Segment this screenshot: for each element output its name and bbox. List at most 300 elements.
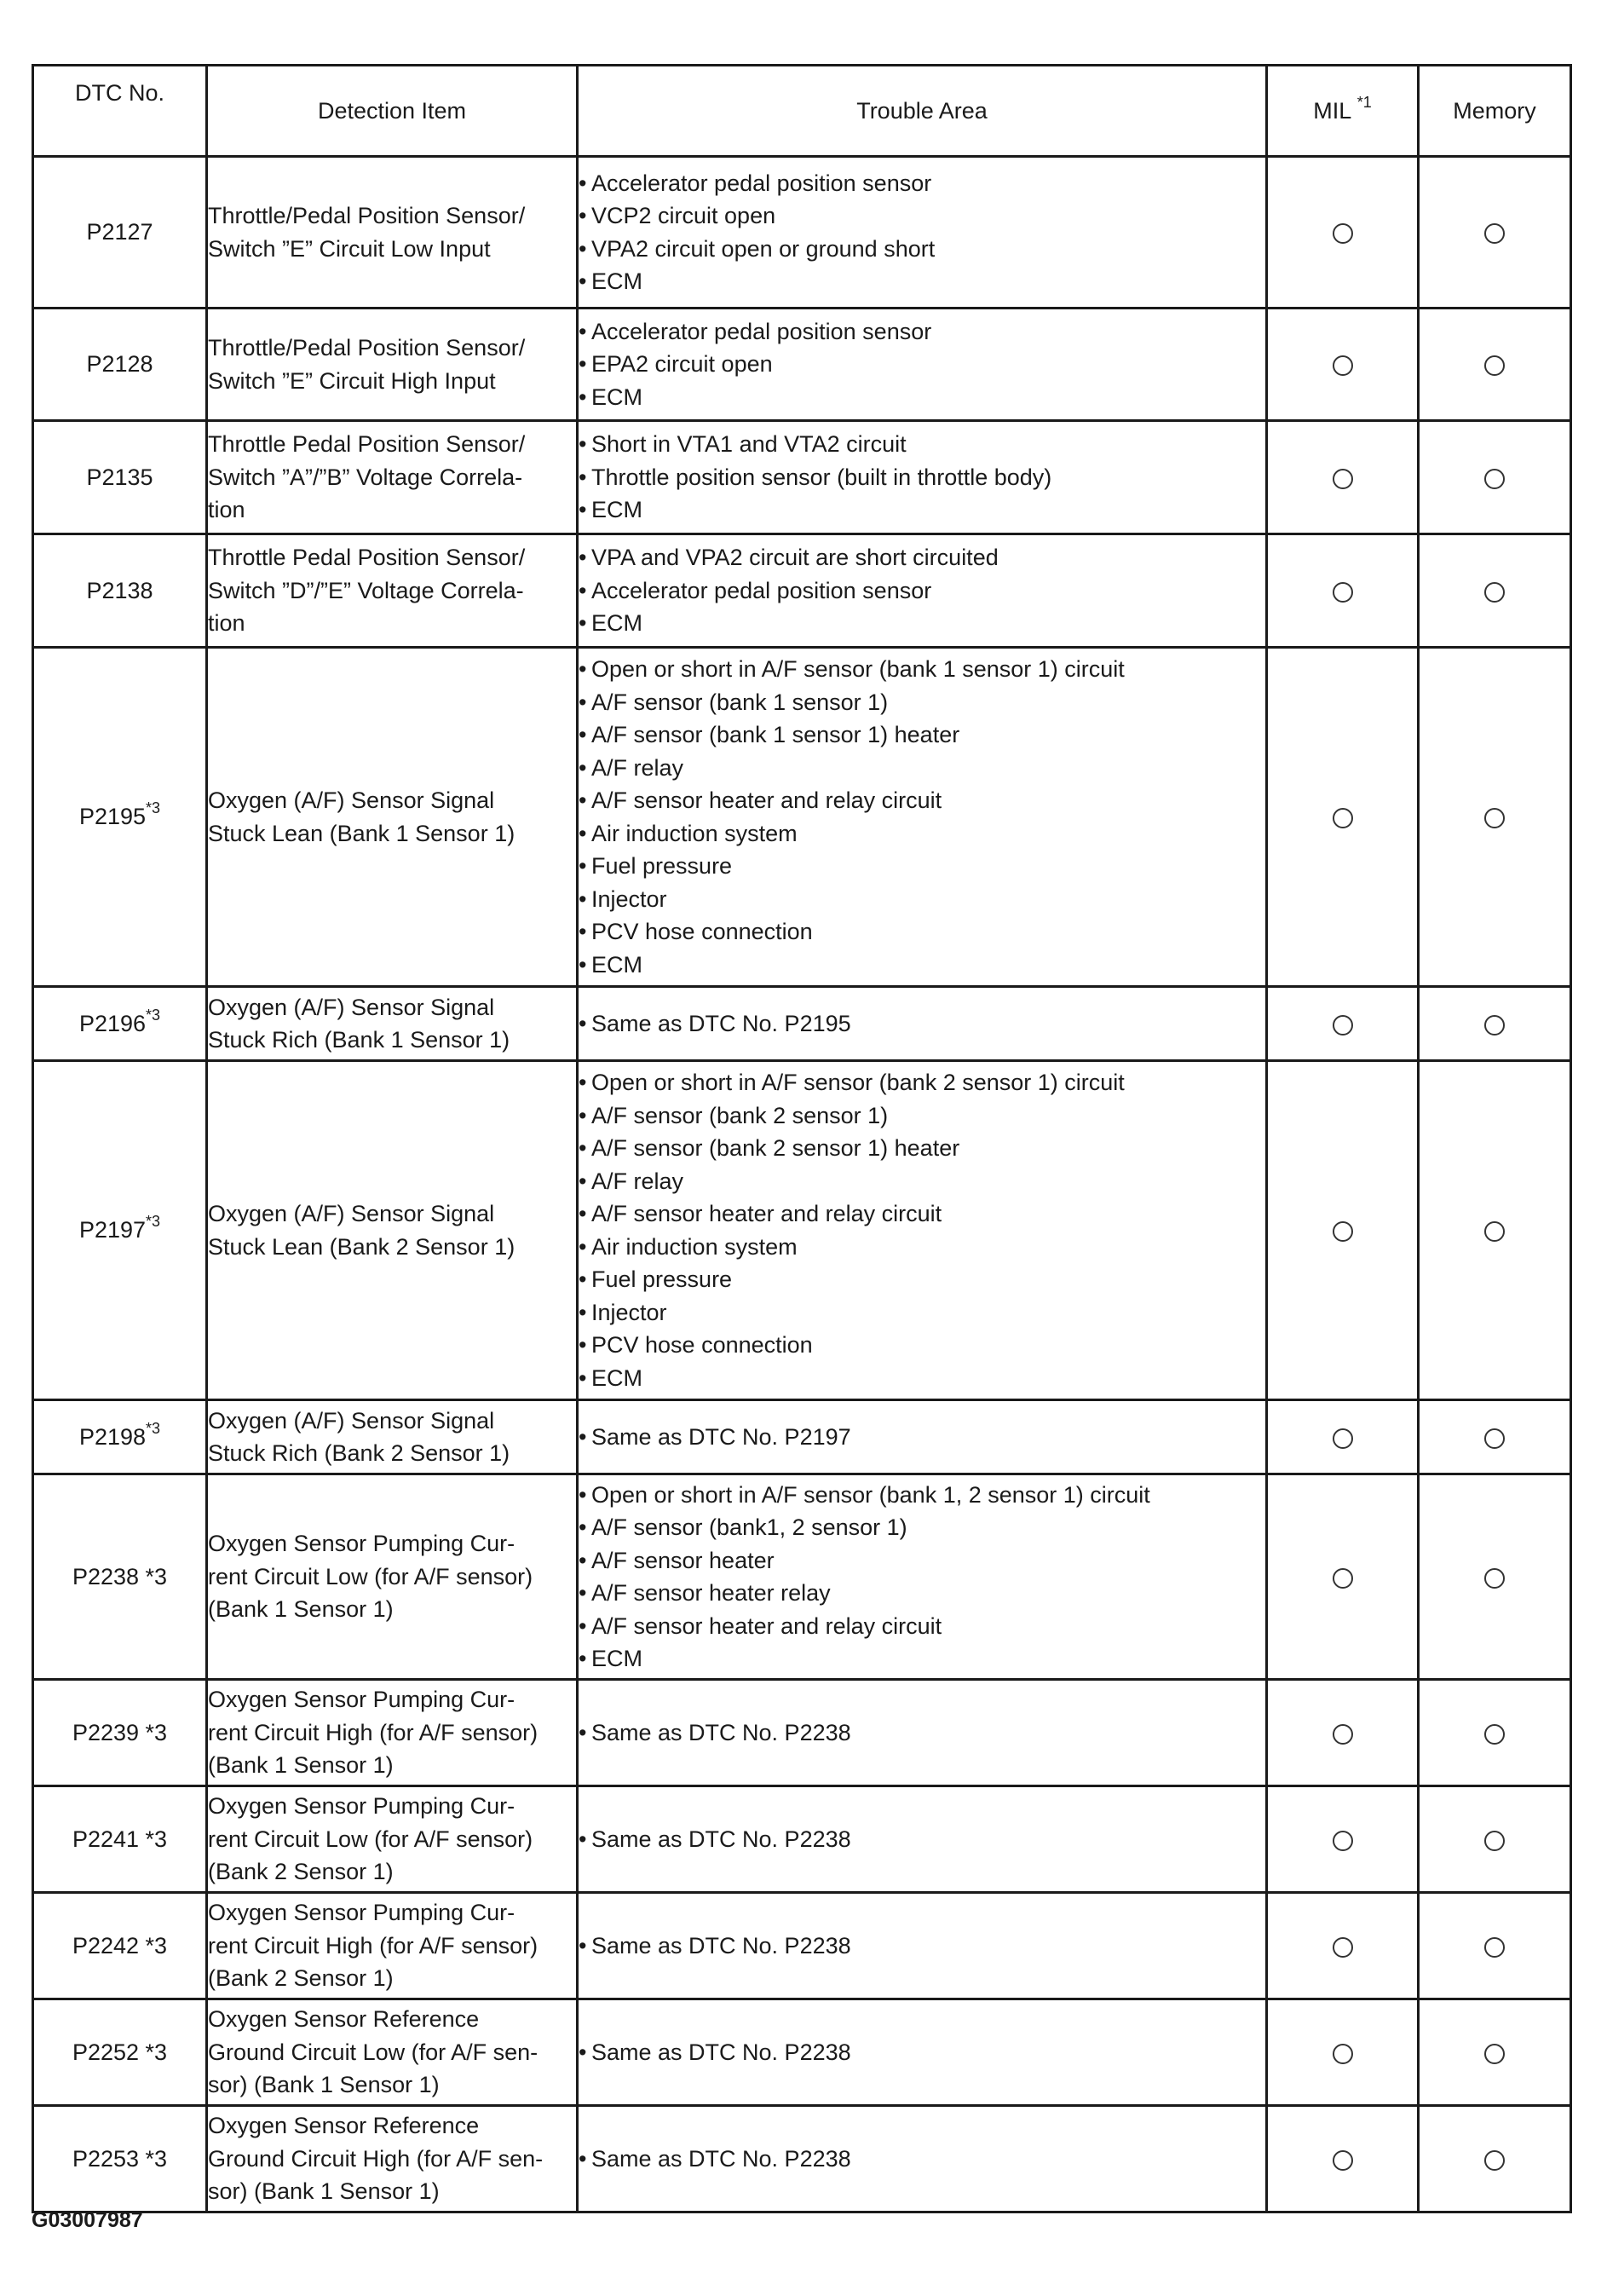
- bullet-icon: •: [579, 1010, 587, 1036]
- trouble-area-item: [579, 1716, 1265, 1750]
- memory-cell: [1419, 1061, 1571, 1400]
- trouble-area-text: Short in VTA1 and VTA2 circuit: [591, 431, 907, 458]
- bullet-icon: •: [579, 1168, 587, 1194]
- mil-circle-icon: [1333, 2044, 1353, 2064]
- detection-item-cell: [207, 987, 578, 1061]
- table-row: [33, 309, 1571, 421]
- memory-circle-icon: [1484, 808, 1505, 828]
- detection-item-line: rent Circuit Low (for A/F sensor): [208, 1563, 533, 1589]
- trouble-area-text: Accelerator pedal position sensor: [591, 170, 932, 196]
- trouble-area-item: [579, 718, 1265, 752]
- memory-cell: [1419, 309, 1571, 421]
- trouble-area-cell: [578, 1786, 1267, 1893]
- trouble-area-cell: [578, 648, 1267, 987]
- trouble-area-cell: [578, 421, 1267, 534]
- mil-cell: [1267, 1893, 1419, 1999]
- bullet-icon: •: [579, 351, 587, 378]
- trouble-area-text: ECM: [591, 951, 642, 978]
- dtc-code-cell: [33, 1893, 207, 1999]
- trouble-area-item: [579, 1544, 1265, 1578]
- dtc-code-cell: [33, 1999, 207, 2106]
- detection-item-cell: [207, 2106, 578, 2212]
- bullet-icon: •: [579, 1646, 587, 1671]
- trouble-area-item: [579, 574, 1265, 608]
- table-row: [33, 534, 1571, 648]
- memory-cell: [1419, 1893, 1571, 1999]
- detection-item-line: rent Circuit Low (for A/F sensor): [208, 1826, 533, 1852]
- detection-item-line: (Bank 2 Sensor 1): [208, 1859, 394, 1885]
- detection-item-cell: [207, 157, 578, 309]
- figure-id: G03007987: [32, 2208, 143, 2232]
- detection-item-line: Switch ”D”/”E” Voltage Correla-: [208, 577, 524, 603]
- trouble-area-text: Injector: [591, 886, 667, 912]
- trouble-area-text: Open or short in A/F sensor (bank 2 sensor 1) circuit: [591, 1070, 1125, 1095]
- mil-cell: [1267, 534, 1419, 648]
- detection-item-line: Stuck Lean (Bank 1 Sensor 1): [208, 820, 516, 846]
- trouble-area-item: [579, 1296, 1265, 1330]
- dtc-code: P2242 *3: [72, 1932, 168, 1959]
- bullet-icon: •: [579, 754, 587, 781]
- detection-item-line: Throttle Pedal Position Sensor/: [208, 431, 526, 458]
- memory-cell: [1419, 1400, 1571, 1474]
- memory-circle-icon: [1484, 1015, 1505, 1036]
- table-row: [33, 1999, 1571, 2106]
- trouble-area-cell: [578, 157, 1267, 309]
- detection-item-line: Oxygen (A/F) Sensor Signal: [208, 1407, 495, 1434]
- memory-cell: [1419, 2106, 1571, 2212]
- memory-circle-icon: [1484, 1568, 1505, 1589]
- trouble-area-text: Same as DTC No. P2238: [591, 2039, 851, 2065]
- detection-item-line: Oxygen (A/F) Sensor Signal: [208, 994, 495, 1020]
- table-row: [33, 987, 1571, 1061]
- dtc-footnote: *3: [146, 799, 161, 817]
- trouble-area-text: VPA2 circuit open or ground short: [591, 235, 936, 262]
- bullet-icon: •: [579, 1826, 587, 1852]
- memory-circle-icon: [1484, 1937, 1505, 1958]
- detection-item-cell: [207, 1680, 578, 1786]
- trouble-area-text: VPA and VPA2 circuit are short circuited: [591, 545, 999, 571]
- trouble-area-item: [579, 1197, 1265, 1231]
- trouble-area-item: [579, 686, 1265, 719]
- mil-circle-icon: [1333, 1568, 1353, 1589]
- dtc-code: P2252 *3: [72, 2039, 168, 2065]
- mil-cell: [1267, 1680, 1419, 1786]
- bullet-icon: •: [579, 1332, 587, 1358]
- detection-item-line: sor) (Bank 1 Sensor 1): [208, 2178, 440, 2205]
- memory-cell: [1419, 648, 1571, 987]
- header-detection-item: Detection Item: [207, 66, 578, 157]
- trouble-area-text: Accelerator pedal position sensor: [591, 577, 932, 603]
- memory-cell: [1419, 1999, 1571, 2106]
- detection-item-line: tion: [208, 497, 245, 523]
- mil-cell: [1267, 648, 1419, 987]
- detection-item-line: (Bank 1 Sensor 1): [208, 1752, 394, 1779]
- bullet-icon: •: [579, 1423, 587, 1450]
- detection-item-line: Ground Circuit Low (for A/F sen-: [208, 2039, 539, 2065]
- bullet-icon: •: [579, 1233, 587, 1260]
- detection-item-line: Oxygen Sensor Pumping Cur-: [208, 1531, 516, 1557]
- detection-item-line: Oxygen (A/F) Sensor Signal: [208, 1201, 495, 1226]
- bullet-icon: •: [579, 431, 587, 458]
- detection-item-line: Oxygen Sensor Reference: [208, 2113, 480, 2139]
- dtc-code-cell: [33, 421, 207, 534]
- trouble-area-item: [579, 1479, 1265, 1512]
- trouble-area-text: VCP2 circuit open: [591, 203, 776, 228]
- mil-cell: [1267, 421, 1419, 534]
- trouble-area-text: Throttle position sensor (built in throttle body): [591, 464, 1052, 490]
- bullet-icon: •: [579, 1266, 587, 1292]
- trouble-area-item: [579, 1930, 1265, 1963]
- trouble-area-item: [579, 1577, 1265, 1610]
- header-mil-label: MIL: [1313, 97, 1351, 124]
- mil-cell: [1267, 1999, 1419, 2106]
- mil-circle-icon: [1333, 1937, 1353, 1958]
- mil-cell: [1267, 1474, 1419, 1680]
- memory-cell: [1419, 1680, 1571, 1786]
- mil-circle-icon: [1333, 1831, 1353, 1851]
- bullet-icon: •: [579, 318, 587, 344]
- trouble-area-cell: [578, 1680, 1267, 1786]
- detection-item-line: Oxygen Sensor Pumping Cur-: [208, 1687, 516, 1713]
- bullet-icon: •: [579, 951, 587, 978]
- trouble-area-item: [579, 1823, 1265, 1856]
- trouble-area-text: A/F sensor heater: [591, 1547, 775, 1573]
- trouble-area-text: A/F sensor heater and relay circuit: [591, 1612, 942, 1639]
- bullet-icon: •: [579, 1299, 587, 1325]
- bullet-icon: •: [579, 919, 587, 944]
- bullet-icon: •: [579, 820, 587, 846]
- trouble-area-item: [579, 1421, 1265, 1454]
- detection-item-cell: [207, 648, 578, 987]
- dtc-footnote: *3: [146, 1213, 161, 1231]
- bullet-icon: •: [579, 886, 587, 912]
- detection-item-line: Throttle/Pedal Position Sensor/: [208, 203, 526, 228]
- dtc-code: P2138: [86, 577, 153, 603]
- bullet-icon: •: [579, 1201, 587, 1226]
- bullet-icon: •: [579, 2145, 587, 2172]
- bullet-icon: •: [579, 545, 587, 571]
- memory-cell: [1419, 1474, 1571, 1680]
- trouble-area-item: [579, 1362, 1265, 1395]
- trouble-area-cell: [578, 1474, 1267, 1680]
- trouble-area-item: [579, 381, 1265, 414]
- detection-item-line: Oxygen Sensor Pumping Cur-: [208, 1793, 516, 1820]
- bullet-icon: •: [579, 1514, 587, 1540]
- bullet-icon: •: [579, 464, 587, 490]
- trouble-area-text: A/F sensor (bank 2 sensor 1) heater: [591, 1135, 960, 1161]
- dtc-code: P2127: [86, 219, 153, 245]
- table-row: [33, 1061, 1571, 1400]
- trouble-area-text: A/F sensor heater and relay circuit: [591, 1201, 942, 1226]
- trouble-area-item: [579, 1511, 1265, 1544]
- trouble-area-cell: [578, 534, 1267, 648]
- bullet-icon: •: [579, 203, 587, 228]
- detection-item-line: Switch ”A”/”B” Voltage Correla-: [208, 464, 523, 490]
- trouble-area-item: [579, 949, 1265, 982]
- dtc-code-cell: [33, 1474, 207, 1680]
- bullet-icon: •: [579, 722, 587, 747]
- trouble-area-item: [579, 2143, 1265, 2176]
- mil-cell: [1267, 2106, 1419, 2212]
- trouble-area-item: [579, 167, 1265, 200]
- memory-circle-icon: [1484, 2150, 1505, 2171]
- trouble-area-item: [579, 784, 1265, 817]
- mil-circle-icon: [1333, 223, 1353, 244]
- trouble-area-item: [579, 428, 1265, 461]
- trouble-area-text: Air induction system: [591, 820, 798, 846]
- dtc-code-cell: [33, 157, 207, 309]
- trouble-area-cell: [578, 309, 1267, 421]
- bullet-icon: •: [579, 384, 587, 410]
- trouble-area-item: [579, 541, 1265, 574]
- dtc-footnote: *3: [146, 1006, 161, 1024]
- trouble-area-text: A/F sensor heater and relay circuit: [591, 787, 942, 813]
- detection-item-line: Throttle/Pedal Position Sensor/: [208, 335, 526, 361]
- detection-item-line: Oxygen Sensor Reference: [208, 2006, 480, 2033]
- memory-circle-icon: [1484, 355, 1505, 376]
- detection-item-cell: [207, 421, 578, 534]
- bullet-icon: •: [579, 1612, 587, 1639]
- detection-item-line: Switch ”E” Circuit High Input: [208, 367, 496, 394]
- mil-cell: [1267, 1061, 1419, 1400]
- trouble-area-item: [579, 1231, 1265, 1264]
- table-row: [33, 1400, 1571, 1474]
- dtc-code-cell: [33, 1786, 207, 1893]
- memory-circle-icon: [1484, 1724, 1505, 1745]
- trouble-area-item: [579, 315, 1265, 349]
- table-row: [33, 2106, 1571, 2212]
- trouble-area-text: EPA2 circuit open: [591, 351, 773, 378]
- trouble-area-text: A/F sensor heater relay: [591, 1580, 831, 1606]
- trouble-area-text: Injector: [591, 1299, 667, 1325]
- dtc-footnote: *3: [146, 1419, 161, 1437]
- detection-item-line: rent Circuit High (for A/F sensor): [208, 1719, 539, 1745]
- trouble-area-text: Open or short in A/F sensor (bank 1, 2 sensor 1) circuit: [591, 1481, 1150, 1508]
- detection-item-line: (Bank 1 Sensor 1): [208, 1596, 394, 1623]
- trouble-area-text: Open or short in A/F sensor (bank 1 sensor 1) circuit: [591, 656, 1125, 682]
- trouble-area-item: [579, 817, 1265, 851]
- detection-item-cell: [207, 1999, 578, 2106]
- table-row: [33, 421, 1571, 534]
- memory-cell: [1419, 1786, 1571, 1893]
- detection-item-line: Stuck Rich (Bank 1 Sensor 1): [208, 1027, 510, 1053]
- trouble-area-item: [579, 1642, 1265, 1676]
- trouble-area-cell: [578, 1893, 1267, 1999]
- memory-circle-icon: [1484, 2044, 1505, 2064]
- trouble-area-text: Same as DTC No. P2238: [591, 1932, 851, 1959]
- trouble-area-item: [579, 199, 1265, 233]
- detection-item-cell: [207, 1400, 578, 1474]
- trouble-area-item: [579, 493, 1265, 527]
- dtc-code: P2196: [78, 1010, 147, 1036]
- dtc-code: P2195: [78, 804, 147, 830]
- trouble-area-text: Same as DTC No. P2238: [591, 2145, 851, 2172]
- table-row: [33, 1474, 1571, 1680]
- memory-cell: [1419, 534, 1571, 648]
- trouble-area-item: [579, 752, 1265, 785]
- mil-circle-icon: [1333, 469, 1353, 489]
- dtc-code: P2241 *3: [72, 1826, 168, 1852]
- bullet-icon: •: [579, 1580, 587, 1606]
- bullet-icon: •: [579, 268, 587, 294]
- detection-item-line: sor) (Bank 1 Sensor 1): [208, 2072, 440, 2098]
- trouble-area-item: [579, 1132, 1265, 1165]
- trouble-area-cell: [578, 2106, 1267, 2212]
- trouble-area-cell: [578, 1061, 1267, 1400]
- trouble-area-text: ECM: [591, 384, 642, 410]
- detection-item-cell: [207, 1893, 578, 1999]
- bullet-icon: •: [579, 656, 587, 682]
- dtc-code: P2128: [86, 351, 153, 378]
- mil-circle-icon: [1333, 582, 1353, 603]
- table-row: [33, 157, 1571, 309]
- dtc-code: P2135: [86, 464, 153, 490]
- mil-cell: [1267, 309, 1419, 421]
- mil-circle-icon: [1333, 1015, 1353, 1036]
- detection-item-line: Stuck Rich (Bank 2 Sensor 1): [208, 1440, 510, 1466]
- bullet-icon: •: [579, 235, 587, 262]
- trouble-area-item: [579, 850, 1265, 883]
- memory-circle-icon: [1484, 1831, 1505, 1851]
- memory-circle-icon: [1484, 223, 1505, 244]
- mil-circle-icon: [1333, 2150, 1353, 2171]
- trouble-area-text: Same as DTC No. P2195: [591, 1010, 851, 1036]
- trouble-area-text: ECM: [591, 497, 642, 523]
- detection-item-line: Ground Circuit High (for A/F sen-: [208, 2145, 544, 2172]
- trouble-area-text: Same as DTC No. P2238: [591, 1826, 851, 1852]
- memory-circle-icon: [1484, 582, 1505, 603]
- detection-item-line: rent Circuit High (for A/F sensor): [208, 1932, 539, 1959]
- dtc-code-cell: [33, 648, 207, 987]
- bullet-icon: •: [579, 1135, 587, 1161]
- detection-item-line: Stuck Lean (Bank 2 Sensor 1): [208, 1233, 516, 1260]
- dtc-code-cell: [33, 534, 207, 648]
- trouble-area-item: [579, 265, 1265, 298]
- mil-circle-icon: [1333, 1724, 1353, 1745]
- trouble-area-item: [579, 883, 1265, 916]
- memory-cell: [1419, 987, 1571, 1061]
- trouble-area-item: [579, 1610, 1265, 1643]
- detection-item-cell: [207, 1786, 578, 1893]
- bullet-icon: •: [579, 497, 587, 523]
- trouble-area-text: ECM: [591, 610, 642, 637]
- trouble-area-item: [579, 915, 1265, 949]
- memory-circle-icon: [1484, 469, 1505, 489]
- table-row: [33, 1680, 1571, 1786]
- trouble-area-item: [579, 1329, 1265, 1362]
- mil-circle-icon: [1333, 808, 1353, 828]
- trouble-area-text: Fuel pressure: [591, 1266, 733, 1292]
- trouble-area-text: Accelerator pedal position sensor: [591, 318, 932, 344]
- bullet-icon: •: [579, 689, 587, 715]
- trouble-area-text: Same as DTC No. P2238: [591, 1719, 851, 1745]
- trouble-area-text: A/F relay: [591, 1168, 684, 1194]
- detection-item-cell: [207, 1474, 578, 1680]
- dtc-table: [32, 64, 1572, 2213]
- bullet-icon: •: [579, 1364, 587, 1391]
- dtc-code: P2238 *3: [72, 1563, 168, 1589]
- dtc-code-cell: [33, 987, 207, 1061]
- trouble-area-text: A/F sensor (bank1, 2 sensor 1): [591, 1514, 907, 1540]
- memory-cell: [1419, 421, 1571, 534]
- trouble-area-item: [579, 1165, 1265, 1198]
- trouble-area-text: PCV hose connection: [591, 919, 813, 944]
- table-row: [33, 1786, 1571, 1893]
- trouble-area-text: Air induction system: [591, 1233, 798, 1260]
- trouble-area-text: A/F sensor (bank 2 sensor 1): [591, 1102, 889, 1128]
- bullet-icon: •: [579, 610, 587, 637]
- detection-item-cell: [207, 309, 578, 421]
- detection-item-line: tion: [208, 610, 245, 637]
- detection-item-cell: [207, 534, 578, 648]
- trouble-area-text: ECM: [591, 1364, 642, 1391]
- trouble-area-item: [579, 607, 1265, 640]
- dtc-code-cell: [33, 1400, 207, 1474]
- memory-circle-icon: [1484, 1221, 1505, 1242]
- bullet-icon: •: [579, 2039, 587, 2065]
- table-body: [33, 157, 1571, 2212]
- trouble-area-item: [579, 233, 1265, 266]
- dtc-code: P2197: [78, 1217, 147, 1243]
- trouble-area-text: ECM: [591, 268, 642, 294]
- trouble-area-item: [579, 461, 1265, 494]
- bullet-icon: •: [579, 1932, 587, 1959]
- detection-item-line: Throttle Pedal Position Sensor/: [208, 545, 526, 571]
- dtc-code-cell: [33, 309, 207, 421]
- header-memory: Memory: [1419, 66, 1571, 157]
- dtc-code: P2198: [78, 1423, 147, 1450]
- trouble-area-cell: [578, 987, 1267, 1061]
- mil-cell: [1267, 157, 1419, 309]
- mil-cell: [1267, 987, 1419, 1061]
- dtc-code-cell: [33, 1680, 207, 1786]
- header-row: [33, 66, 1571, 157]
- table-header: [33, 66, 1571, 157]
- bullet-icon: •: [579, 1719, 587, 1745]
- memory-circle-icon: [1484, 1428, 1505, 1449]
- trouble-area-item: [579, 1007, 1265, 1041]
- detection-item-line: Oxygen Sensor Pumping Cur-: [208, 1900, 516, 1926]
- trouble-area-text: A/F relay: [591, 754, 684, 781]
- trouble-area-item: [579, 2036, 1265, 2069]
- detection-item-line: Oxygen (A/F) Sensor Signal: [208, 787, 495, 813]
- bullet-icon: •: [579, 577, 587, 603]
- bullet-icon: •: [579, 1070, 587, 1095]
- bullet-icon: •: [579, 1102, 587, 1128]
- table-row: [33, 1893, 1571, 1999]
- header-mil-note: *1: [1356, 93, 1372, 111]
- mil-circle-icon: [1333, 355, 1353, 376]
- detection-item-line: (Bank 2 Sensor 1): [208, 1965, 394, 1992]
- mil-cell: [1267, 1400, 1419, 1474]
- dtc-code: P2239 *3: [72, 1719, 168, 1745]
- bullet-icon: •: [579, 1547, 587, 1573]
- bullet-icon: •: [579, 853, 587, 879]
- trouble-area-text: PCV hose connection: [591, 1332, 813, 1358]
- mil-circle-icon: [1333, 1221, 1353, 1242]
- dtc-code-cell: [33, 1061, 207, 1400]
- trouble-area-item: [579, 1099, 1265, 1133]
- memory-cell: [1419, 157, 1571, 309]
- trouble-area-text: Fuel pressure: [591, 853, 733, 879]
- detection-item-line: Switch ”E” Circuit Low Input: [208, 235, 491, 262]
- trouble-area-cell: [578, 1400, 1267, 1474]
- mil-circle-icon: [1333, 1428, 1353, 1449]
- trouble-area-text: Same as DTC No. P2197: [591, 1423, 851, 1450]
- table-row: [33, 648, 1571, 987]
- bullet-icon: •: [579, 787, 587, 813]
- mil-cell: [1267, 1786, 1419, 1893]
